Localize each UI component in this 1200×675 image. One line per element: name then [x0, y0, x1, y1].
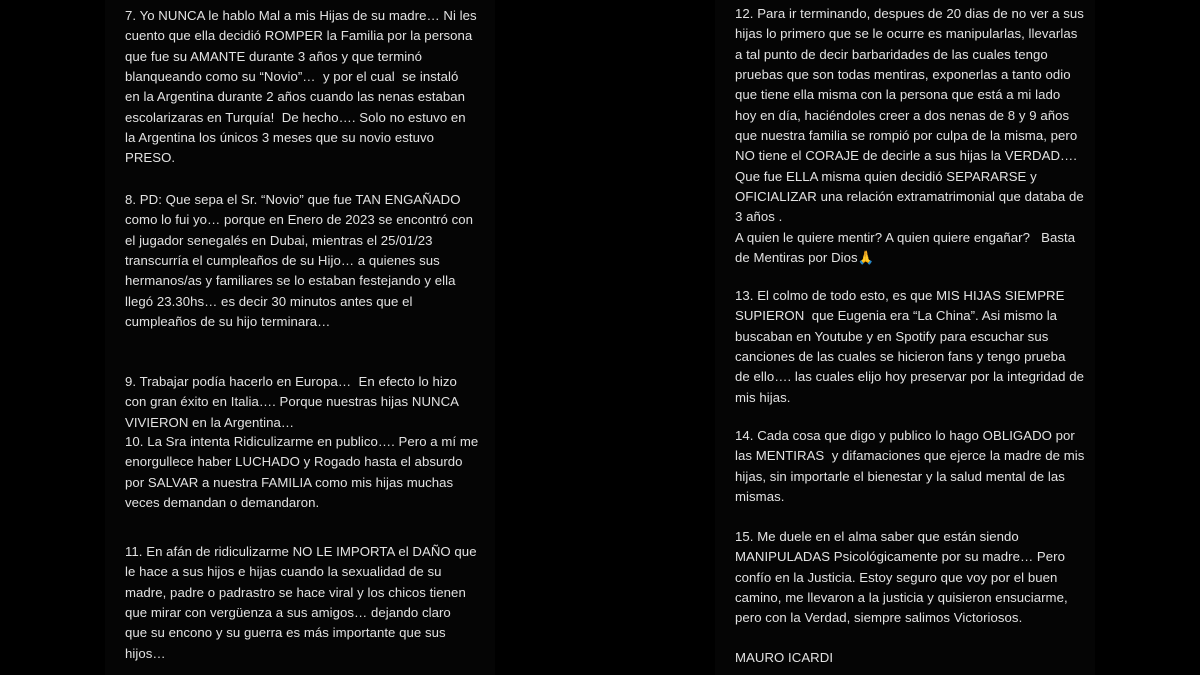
text-line: hermanos/as y familiares se lo estaban festejando y ella	[125, 273, 456, 289]
paragraph	[125, 542, 477, 664]
text-line: A quien le quiere mentir? A quien quiere engañar? Basta	[735, 229, 1076, 245]
text-line: 14. Cada cosa que digo y publico lo hago OBLIGADO por	[735, 428, 1075, 443]
text-line: VIVIERON en la Argentina…	[125, 414, 295, 430]
text-line: madre, padre o padrastro se hace viral y los chicos tienen	[125, 584, 466, 600]
text-line: MAURO ICARDI	[735, 650, 834, 665]
text-line: 12. Para ir terminando, despues de 20 dias de no ver a sus	[735, 6, 1084, 21]
text-line: que nuestra familia se rompió por culpa de la misma, pero	[735, 128, 1078, 144]
text-line: como lo fui yo… porque en Enero de 2023 se encontró con	[125, 212, 474, 228]
text-line: el jugador senegalés en Dubai, mientras el 25/01/23	[125, 232, 433, 248]
text-line: que mirar con vergüenza a sus amigos… dejando claro	[125, 605, 451, 621]
text-line: con gran éxito en Italia…. Porque nuestras hijas NUNCA	[125, 394, 460, 410]
text-line: las MENTIRAS y difamaciones que ejerce la madre de mis	[735, 448, 1085, 464]
right-text-panel	[715, 0, 1095, 675]
text-line: 10. La Sra intenta Ridiculizarme en publico…. Pero a mí me	[125, 434, 479, 449]
text-line: mismas.	[735, 489, 785, 505]
text-line: hijas, sin importarle el bienestar y la salud mental de las	[735, 468, 1065, 484]
text-line: pruebas que son todas mentiras, exponerlas a tanto odio	[735, 67, 1071, 83]
text-line: que tiene ella misma con la persona que está a mi lado	[735, 87, 1061, 103]
paragraph	[735, 286, 1084, 408]
text-line: OFICIALIZAR una relación extramatrimonial que databa de	[735, 189, 1084, 205]
text-line: confío en la Justicia. Estoy seguro que voy por el buen	[735, 569, 1058, 585]
text-line: que su encono y su guerra es más importante que sus	[125, 625, 446, 641]
text-line: hijas lo primero que se le ocurre es manipularlas, llevarlas	[735, 26, 1078, 42]
text-line: hoy en día, haciéndoles creer a dos nenas de 8 y 9 años	[735, 107, 1070, 123]
text-line: PRESO.	[125, 150, 176, 166]
text-line: que fue su AMANTE durante 3 años y que terminó	[125, 48, 422, 64]
text-line: 9. Trabajar podía hacerlo en Europa… En efecto lo hizo	[125, 374, 457, 389]
text-line: Que fue ELLA misma quien decidió SEPARARSE y	[735, 168, 1037, 184]
text-line: a tal punto de decir barbaridades de las cuales tengo	[735, 46, 1048, 62]
paragraph	[735, 4, 1084, 268]
text-line: hijos…	[125, 645, 166, 661]
left-text-panel	[105, 0, 495, 675]
text-line: SUPIERON que Eugenia era “La China”. Asi mismo la	[735, 308, 1058, 324]
text-line: MANIPULADAS Psicológicamente por su madre… Pero	[735, 549, 1065, 565]
text-line: escolarizaras en Turquía! De hecho…. Solo no estuvo en	[125, 109, 466, 125]
text-line: mis hijas.	[735, 389, 791, 405]
text-line: pero con la Verdad, siempre salimos Victoriosos.	[735, 610, 1023, 626]
text-line: de Mentiras por Dios🙏	[735, 250, 875, 266]
text-line: 8. PD: Que sepa el Sr. “Novio” que fue TAN ENGAÑADO	[125, 192, 461, 207]
text-line: cuento que ella decidió ROMPER la Familia por la persona	[125, 28, 473, 44]
text-line: veces demandan o demandaron.	[125, 495, 320, 511]
text-line: canciones de las cuales se hicieron fans y tengo prueba	[735, 349, 1066, 365]
text-line: 3 años .	[735, 209, 783, 225]
paragraph	[125, 190, 473, 332]
text-line: de ello…. las cuales elijo hoy preservar por la integridad de	[735, 369, 1085, 385]
paragraph	[125, 432, 478, 513]
text-line: blanqueando como su “Novio”… y por el cual se instaló	[125, 69, 459, 85]
text-line: camino, me llevaron a la justicia y quisieron ensuciarme,	[735, 590, 1068, 606]
text-line: transcurría el cumpleaños de su Hijo… a quienes sus	[125, 253, 440, 269]
signature	[735, 648, 833, 668]
text-line: NO tiene el CORAJE de decirle a sus hijas la VERDAD….	[735, 148, 1077, 164]
text-line: en la Argentina durante 2 años cuando las nenas estaban	[125, 89, 466, 105]
paragraph	[735, 426, 1084, 507]
text-line: 15. Me duele en el alma saber que están siendo	[735, 529, 1019, 544]
text-line: 11. En afán de ridiculizarme NO LE IMPORTA el DAÑO que	[125, 544, 477, 559]
text-line: le hace a sus hijos e hijas cuando la sexualidad de su	[125, 564, 442, 580]
paragraph	[125, 6, 477, 169]
text-line: 13. El colmo de todo esto, es que MIS HIJAS SIEMPRE	[735, 288, 1065, 303]
text-line: 7. Yo NUNCA le hablo Mal a mis Hijas de su madre… Ni les	[125, 8, 477, 23]
text-line: enorgullece haber LUCHADO y Rogado hasta el absurdo	[125, 454, 463, 470]
text-line: la Argentina los únicos 3 meses que su novio estuvo	[125, 130, 434, 146]
text-line: por SALVAR a nuestra FAMILIA como mis hijas muchas	[125, 474, 454, 490]
text-line: llegó 23.30hs… es decir 30 minutos antes que el	[125, 293, 413, 309]
paragraph	[735, 527, 1068, 629]
text-line: buscaban en Youtube y en Spotify para escuchar sus	[735, 328, 1049, 344]
text-line: cumpleaños de su hijo terminara…	[125, 314, 331, 330]
paragraph	[125, 372, 459, 433]
